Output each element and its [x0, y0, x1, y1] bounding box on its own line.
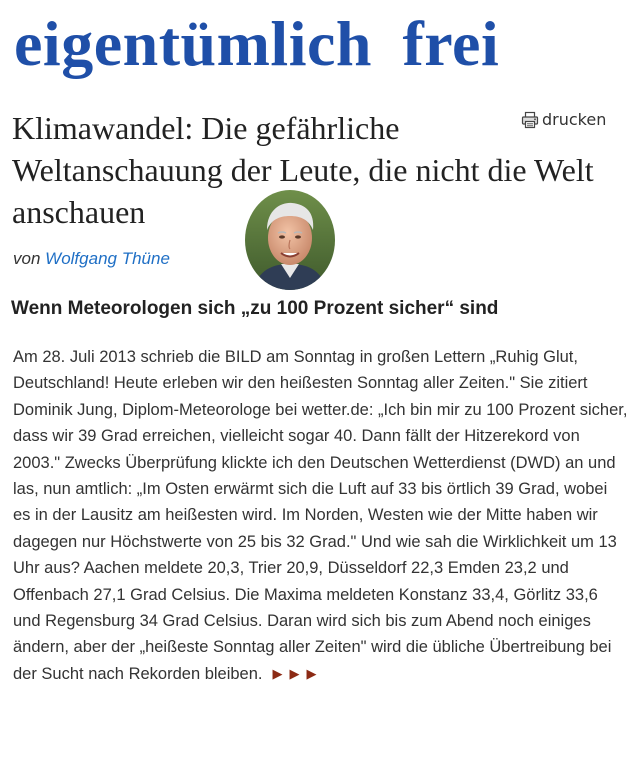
author-photo [245, 190, 335, 290]
article-body [13, 344, 628, 687]
article-subheadline: Wenn Meteorologen sich „zu 100 Prozent sicher“ sind [11, 298, 499, 319]
article-title: Klimawandel: Die gefährliche Weltanschauung der Leute, die nicht die Welt anschauen [12, 110, 594, 230]
print-label: drucken [542, 110, 607, 129]
site-logo[interactable]: eigentümlich frei [14, 8, 500, 79]
byline [13, 249, 170, 269]
author-link[interactable]: Wolfgang Thüne [45, 249, 170, 268]
read-more-icon[interactable]: ▶▶▶ [272, 665, 324, 681]
article-body-text: Am 28. Juli 2013 schrieb die BILD am Sonntag in großen Lettern „Ruhig Glut, Deutschland! Heute erleben wir den heißesten Sonntag aller Zeiten." Sie zitiert Dominik Jung, Diplom-Meteorologe bei wetter.de: „Ich bin mir zu 100 Prozent sicher, dass wir 39 Grad erreichen, vielleicht sogar 40. Dann fällt der Hitzerekord von 2003." Zwecks Überprüfung klickte ich den Deutschen Wetterdienst (DWD) an und las, nun amtlich: „Im Osten erwärmt sich die Luft auf 33 bis örtlich 39 Grad, wobei es in der Lausitz am heißesten wird. Im Norden, Westen wie der Mitte haben wir dagegen nur Höchstwerte von 25 bis 32 Grad." Und wie sah die Wirklichkeit um 13 Uhr aus? Aachen meldete 20,3, Trier 20,9, Düsseldorf 22,3 Emden 23,2 und Offenbach 27,1 Grad Celsius. Die Maxima meldeten Konstanz 33,4, Görlitz 33,6 und Regensburg 34 Grad Celsius. Daran wird sich bis zum Abend noch einiges ändern, aber der „heißeste Sonntag aller Zeiten" wird die übliche Übertreibung bei der Sucht nach Rekorden bleiben. [13, 348, 628, 683]
byline-prefix: von [13, 249, 41, 268]
